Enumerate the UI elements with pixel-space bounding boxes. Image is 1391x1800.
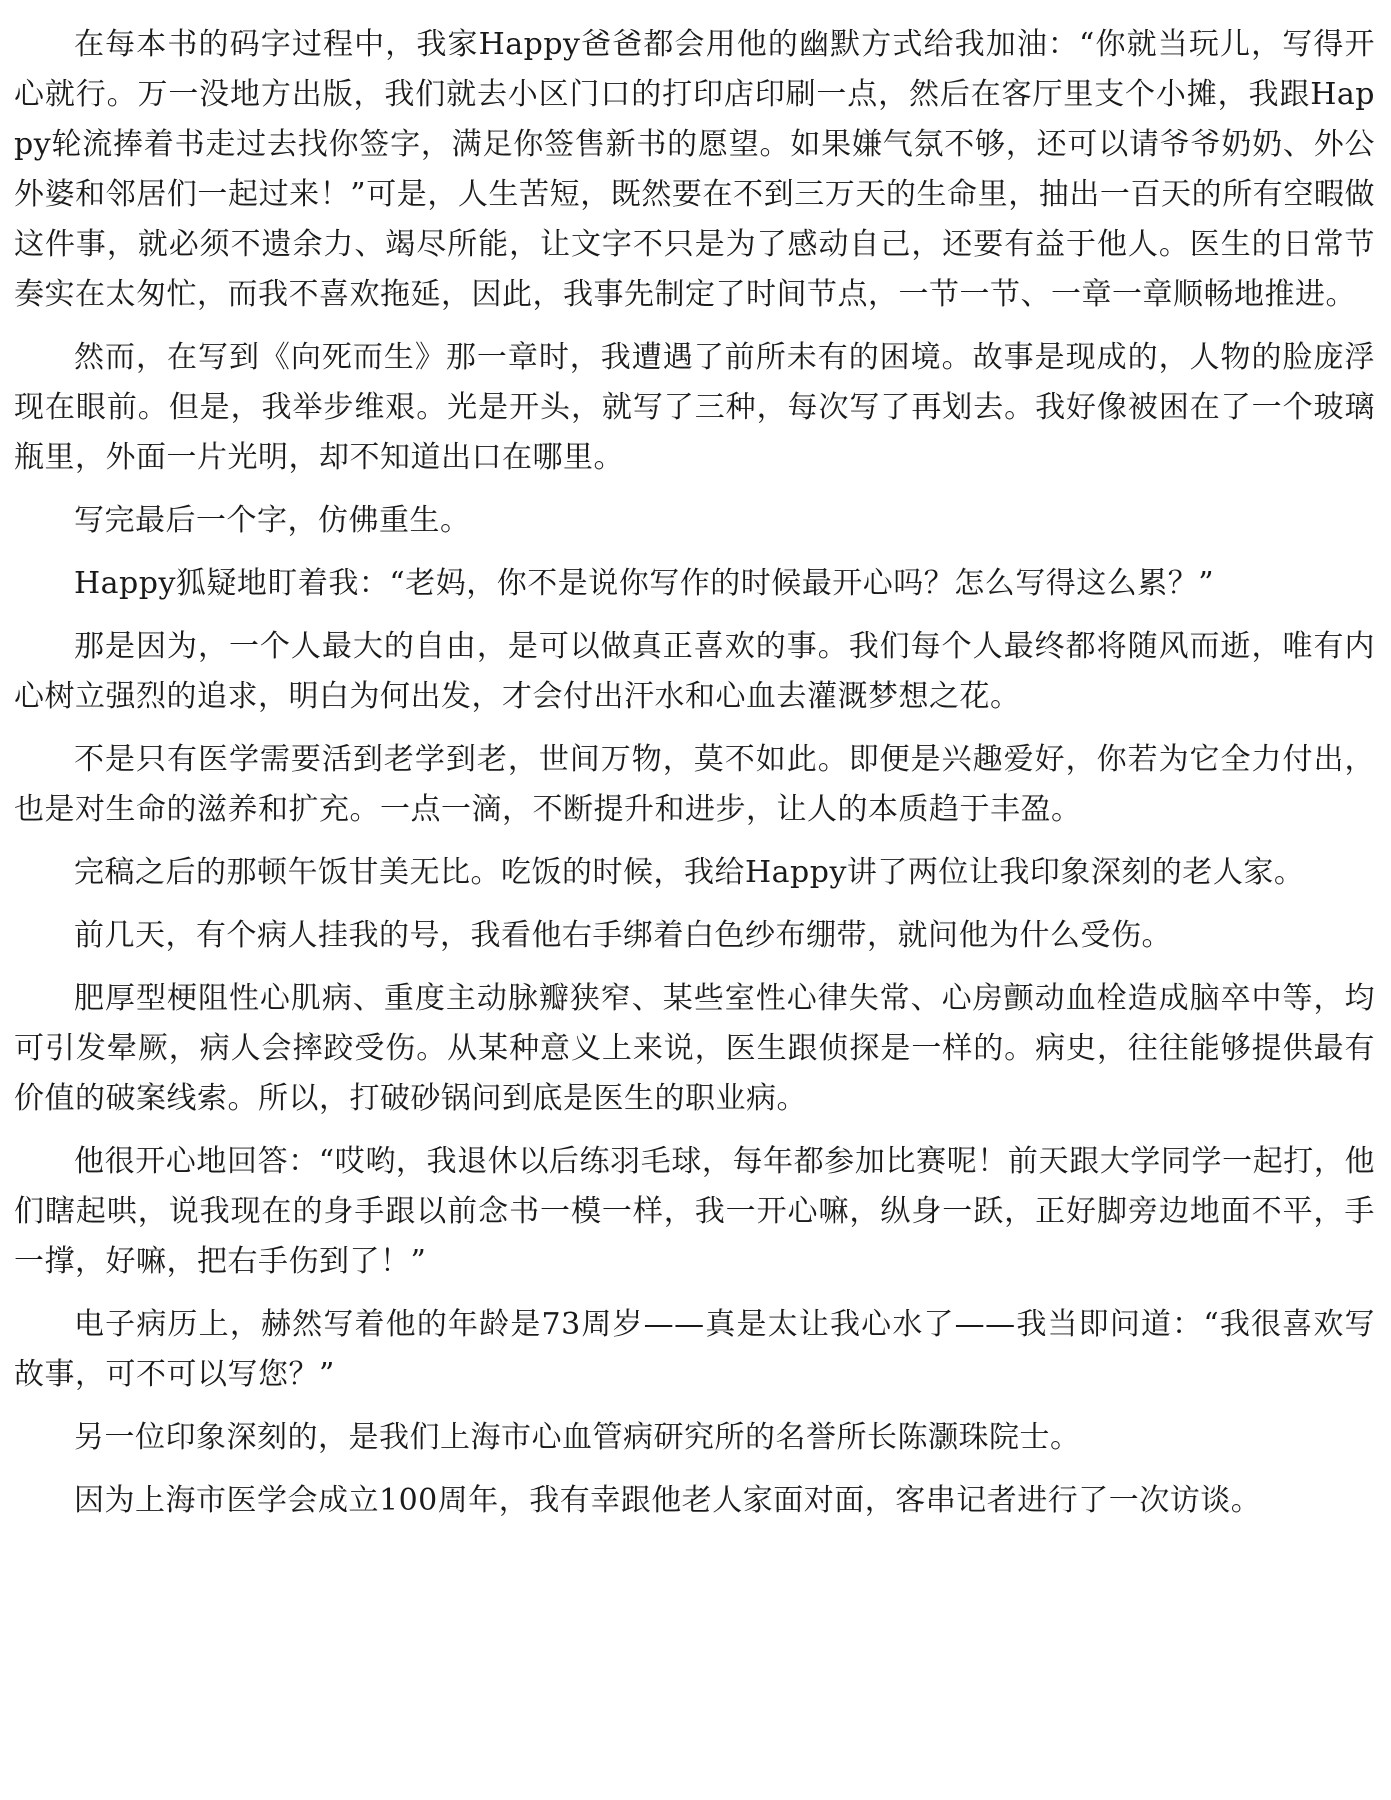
- paragraph-6: 不是只有医学需要活到老学到老，世间万物，莫不如此。即便是兴趣爱好，你若为它全力付出，也是对生命的滋养和扩充。一点一滴，不断提升和进步，让人的本质趋于丰盈。: [14, 742, 1375, 827]
- paragraph-12: 另一位印象深刻的，是我们上海市心血管病研究所的名誉所长陈灏珠院士。: [74, 1420, 1081, 1455]
- paragraph-1: 在每本书的码字过程中，我家Happy爸爸都会用他的幽默方式给我加油：“你就当玩儿，写得开心就行。万一没地方出版，我们就去小区门口的打印店印刷一点，然后在客厅里支个小摊，我跟Happy轮流捧着书走过去找你签字，满足你签售新书的愿望。如果嫌气氛不够，还可以请爷爷奶奶、外公外婆和邻居们一起过来！”可是，人生苦短，既然要在不到三万天的生命里，抽出一百天的所有空暇做这件事，就必须不遗余力、竭尽所能，让文字不只是为了感动自己，还要有益于他人。医生的日常节奏实在太匆忙，而我不喜欢拖延，因此，我事先制定了时间节点，一节一节、一章一章顺畅地推进。: [14, 27, 1375, 312]
- paragraph-10: 他很开心地回答：“哎哟，我退休以后练羽毛球，每年都参加比赛呢！前天跟大学同学一起打，他们瞎起哄，说我现在的身手跟以前念书一模一样，我一开心嘛，纵身一跃，正好脚旁边地面不平，手一撑，好嘛，把右手伤到了！”: [14, 1144, 1375, 1279]
- paragraph-4: Happy狐疑地盯着我：“老妈，你不是说你写作的时候最开心吗？怎么写得这么累？”: [74, 566, 1215, 601]
- paragraph-13: 因为上海市医学会成立100周年，我有幸跟他老人家面对面，客串记者进行了一次访谈。: [74, 1483, 1262, 1518]
- paragraph-9: 肥厚型梗阻性心肌病、重度主动脉瓣狭窄、某些室性心律失常、心房颤动血栓造成脑卒中等，均可引发晕厥，病人会摔跤受伤。从某种意义上来说，医生跟侦探是一样的。病史，往往能够提供最有价值的破案线索。所以，打破砂锅问到底是医生的职业病。: [14, 981, 1375, 1116]
- paragraph-11: 电子病历上，赫然写着他的年龄是73周岁——真是太让我心水了——我当即问道：“我很喜欢写故事，可不可以写您？”: [14, 1307, 1375, 1392]
- paragraph-3: 写完最后一个字，仿佛重生。: [74, 503, 471, 538]
- document-body: [14, 20, 1375, 1526]
- paragraph-7: 完稿之后的那顿午饭甘美无比。吃饭的时候，我给Happy讲了两位让我印象深刻的老人家。: [74, 855, 1305, 890]
- paragraph-8: 前几天，有个病人挂我的号，我看他右手绑着白色纱布绷带，就问他为什么受伤。: [74, 918, 1172, 953]
- paragraph-5: 那是因为，一个人最大的自由，是可以做真正喜欢的事。我们每个人最终都将随风而逝，唯有内心树立强烈的追求，明白为何出发，才会付出汗水和心血去灌溉梦想之花。: [14, 629, 1375, 714]
- paragraph-2: 然而，在写到《向死而生》那一章时，我遭遇了前所未有的困境。故事是现成的，人物的脸庞浮现在眼前。但是，我举步维艰。光是开头，就写了三种，每次写了再划去。我好像被困在了一个玻璃瓶里，外面一片光明，却不知道出口在哪里。: [14, 340, 1375, 475]
